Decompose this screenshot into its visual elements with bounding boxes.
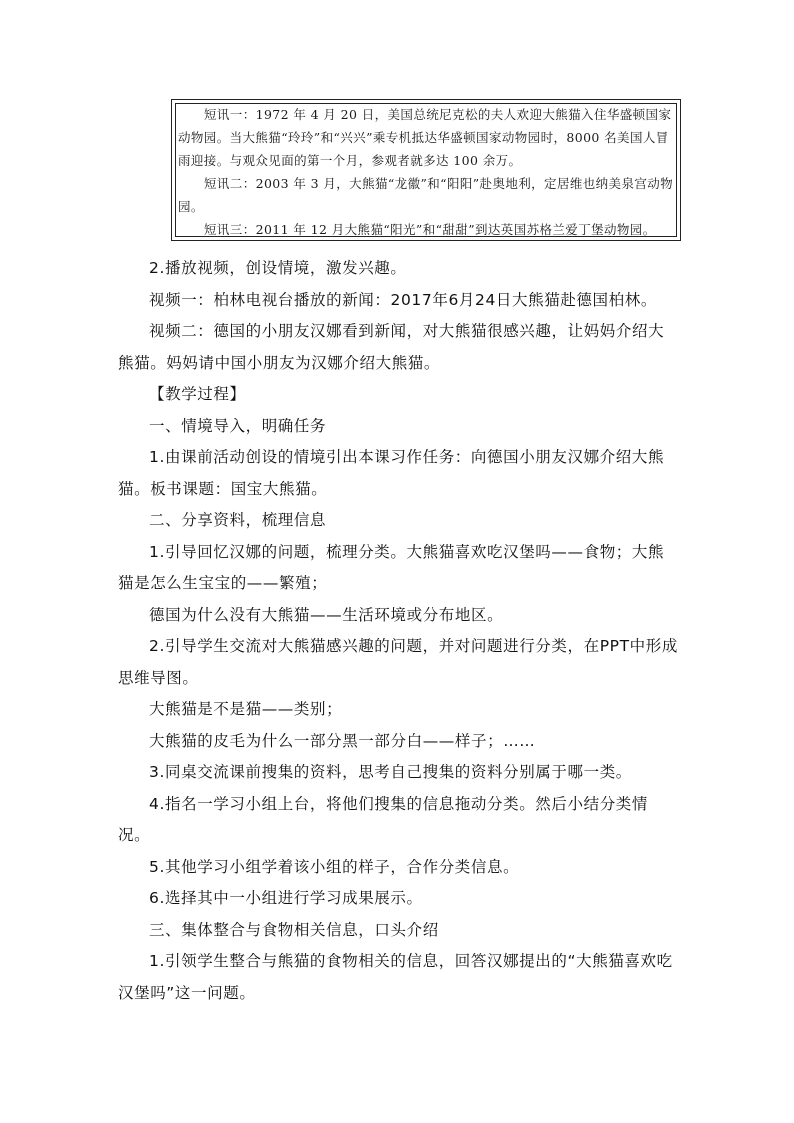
paragraph-habitat: 德国为什么没有大熊猫——生活环境或分布地区。 [149,605,504,624]
paragraph-peer-share: 3.同桌交流课前搜集的资料，思考自己搜集的资料分别属于哪一类。 [149,763,632,781]
paragraph-appearance: 大熊猫的皮毛为什么一部分黑一部分白——样子；…… [149,731,536,750]
paragraph-classify-questions: 1.引导回忆汉娜的问题，梳理分类。大熊猫喜欢吃汉堡吗——食物；大熊猫是怎么生宝宝的——繁殖； [118,542,665,592]
paragraph-food-info: 1.引领学生整合与熊猫的食物相关的信息，回答汉娜提出的“大熊猫喜欢吃汉堡吗”这一问题。 [118,952,673,1002]
paragraph-group-cooperate: 5.其他学习小组学着该小组的样子，合作分类信息。 [149,857,520,876]
paragraph-video-one: 视频一：柏林电视台播放的新闻：2017年6月24日大熊猫赴德国柏林。 [149,290,657,309]
paragraph-task-intro: 1.由课前活动创设的情境引出本课习作任务：向德国小朋友汉娜介绍大熊猫。板书课题：国宝大熊猫。 [118,448,665,498]
section-heading-three: 三、集体整合与食物相关信息，口头介绍 [149,920,439,939]
paragraph-video-intro: 2.播放视频，创设情境，激发兴趣。 [149,259,407,277]
paragraph-category: 大熊猫是不是猫——类别； [149,700,343,718]
paragraph-video-two: 视频二：德国的小朋友汉娜看到新闻，对大熊猫很感兴趣，让妈妈介绍大熊猫。妈妈请中国小朋友为汉娜介绍大熊猫。 [118,322,665,372]
news-item-3: 短讯三：2011 年 12 月大熊猫“阳光”和“甜甜”到达英国苏格兰爱丁堡动物园。 [204,222,656,237]
paragraph-group-showcase: 6.选择其中一小组进行学习成果展示。 [149,889,423,907]
news-excerpt-text [178,103,676,241]
news-item-2: 短讯二：2003 年 3 月，大熊猫“龙徽”和“阳阳”赴奥地利，定居维也纳美泉宫动物园。 [178,176,674,214]
lesson-body [118,253,678,1009]
section-heading-one: 一、情境导入，明确任务 [149,416,327,435]
section-heading-two: 二、分享资料，梳理信息 [149,511,327,529]
news-item-1: 短讯一：1972 年 4 月 20 日，美国总统尼克松的夫人欢迎大熊猫入住华盛顿国家动物园。当大熊猫“玲玲”和“兴兴”乘专机抵达华盛顿国家动物园时，8000 名美国人冒雨迎接。与观众见面的第一个月，参观者就多达 100 余万。 [178,107,672,168]
paragraph-group-demo: 4.指名一学习小组上台，将他们搜集的信息拖动分类。然后小结分类情况。 [118,794,648,844]
paragraph-mind-map: 2.引导学生交流对大熊猫感兴趣的问题，并对问题进行分类，在PPT中形成思维导图。 [118,637,678,687]
section-heading-teaching-process: 【教学过程】 [149,385,246,403]
